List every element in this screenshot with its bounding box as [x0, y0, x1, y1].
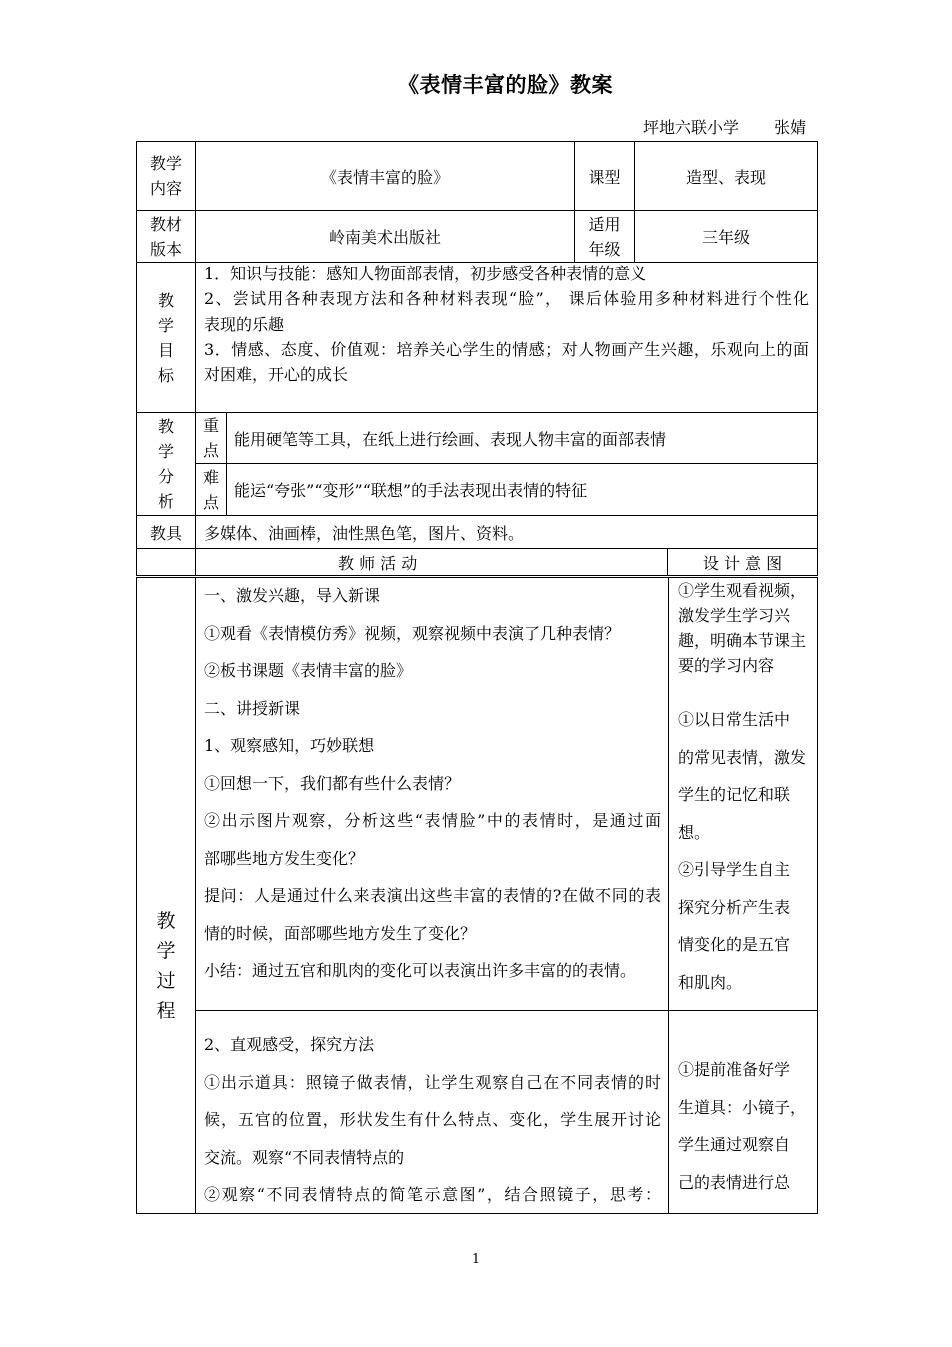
- design-paragraph: [678, 1051, 809, 1201]
- teacher-line: 2、直观感受，探究方法: [204, 1035, 375, 1054]
- teacher-activity-header-cell: [195, 548, 668, 576]
- design-paragraph: [678, 701, 809, 1001]
- content-value-cell: [195, 141, 575, 211]
- design-line: 的常见表情，激发: [678, 747, 807, 767]
- teacher-line: 提问：人是通过什么来表演出这些丰富的表情的?在做不同的表: [204, 886, 661, 905]
- goal-line: 3．情感、态度、价值观：培养关心学生的情感；对人物画产生兴趣，乐观向上的面: [204, 339, 809, 359]
- teacher-line: ①观看《表情模仿秀》视频，观察视频中表演了几种表情？: [204, 623, 621, 643]
- difficulty-value-cell: [226, 463, 818, 516]
- difficulty-label-cell: [195, 463, 227, 516]
- edition-value: 岭南美术出版社: [328, 228, 441, 247]
- edition-value-cell: [195, 210, 575, 263]
- teacher-activity-cell: [195, 1010, 669, 1214]
- analysis-label-cell: [136, 412, 196, 516]
- key-point-value: 能用硬笔等工具，在纸上进行绘画、表现人物丰富的面部表情: [234, 429, 667, 449]
- content-value: 《表情丰富的脸》: [320, 167, 449, 187]
- teacher-line: ①回想一下，我们都有些什么表情？: [204, 773, 461, 793]
- design-line: 探究分析产生表: [678, 897, 791, 917]
- goals-label-cell: [136, 262, 196, 413]
- process-header-blank-cell: [136, 548, 196, 576]
- content-label: 教学内容: [149, 154, 182, 198]
- design-line: 学生的记忆和联: [678, 785, 791, 804]
- type-value: 造型、表现: [685, 167, 766, 187]
- design-intent-header: 设 计 意 图: [702, 553, 783, 573]
- process-label: 教学过程: [156, 910, 176, 1022]
- teacher-line: ①出示道具：照镜子做表情，让学生观察自己在不同表情的时: [204, 1072, 661, 1092]
- teacher-activity-header: 教 师 活 动: [338, 553, 418, 573]
- grade-value-cell: [634, 210, 818, 263]
- teacher-line: ②出示图片观察，分析这些“表情脸”中的表情时，是通过面: [204, 811, 661, 830]
- design-intent-cell: [668, 1010, 818, 1214]
- teacher-line: 小结：通过五官和肌肉的变化可以表演出许多丰富的的表情。: [204, 961, 637, 980]
- grade-label: 适用年级: [588, 214, 621, 259]
- goal-line: 2、尝试用各种表现方法和各种材料表现“脸”， 课后体验用多种材料进行个性化: [204, 289, 809, 309]
- design-line: ①提前准备好学: [678, 1060, 791, 1079]
- edition-label-cell: [136, 210, 196, 263]
- teacher-line: 交流。观察“不同表情特点的: [204, 1147, 405, 1167]
- difficulty-label: 难点: [202, 467, 219, 512]
- teacher-line: ②板书课题《表情丰富的脸》: [204, 661, 413, 680]
- design-line: 情变化的是五官: [678, 935, 791, 954]
- design-paragraph: [678, 578, 809, 678]
- goals-label: 教学目标: [157, 290, 174, 385]
- goal-line: 1．知识与技能：感知人物面部表情，初步感受各种表情的意义: [204, 264, 647, 283]
- teacher-line: 候，五官的位置，形状发生有什么特点、变化，学生展开讨论: [204, 1110, 661, 1129]
- design-intent-cell: [668, 577, 818, 1011]
- analysis-label: 教学分析: [157, 417, 174, 511]
- teacher-line: 1、观察感知，巧妙联想: [204, 736, 375, 755]
- tools-label-cell: [136, 515, 196, 549]
- difficulty-value: 能运“夸张”“变形”“联想”的手法表现出表情的特征: [234, 481, 588, 500]
- tools-value: 多媒体、油画棒，油性黑色笔，图片、资料。: [204, 523, 525, 543]
- design-line: 激发学生学习兴: [678, 606, 791, 625]
- key-point-value-cell: [226, 412, 818, 464]
- type-label-cell: [574, 141, 635, 211]
- teacher-line: 二、讲授新课: [204, 698, 301, 718]
- design-line: 想。: [678, 822, 711, 842]
- page-number: 1: [471, 1252, 481, 1267]
- teacher-line: ②观察“不同表情特点的简笔示意图”，结合照镜子，思考：: [204, 1185, 661, 1204]
- design-line: ②引导学生自主: [678, 860, 791, 879]
- tools-value-cell: [195, 515, 818, 549]
- key-point-label-cell: [195, 412, 227, 464]
- type-label: 课型: [588, 167, 621, 187]
- goals-cell: [195, 262, 818, 413]
- key-point-label: 重点: [202, 416, 219, 460]
- design-line: ①学生观看视频，: [678, 581, 807, 600]
- design-line: 学生通过观察自: [678, 1135, 791, 1154]
- document-title: 《表情丰富的脸》教案: [398, 72, 613, 97]
- teacher-line: 情的时候，面部哪些地方发生了变化？: [204, 923, 477, 943]
- design-line: 和肌肉。: [678, 972, 743, 992]
- edition-label: 教材版本: [149, 214, 182, 259]
- design-intent-header-cell: [667, 548, 818, 576]
- design-line: 要的学习内容: [678, 656, 775, 675]
- teacher-activity-cell: [195, 577, 669, 1011]
- teacher-line: 一、激发兴趣，导入新课: [204, 586, 381, 605]
- design-line: 生道具：小镜子，: [678, 1097, 807, 1117]
- goal-line: 对困难，开心的成长: [204, 365, 349, 385]
- goal-line: 表现的乐趣: [204, 314, 285, 334]
- teacher-line: 部哪些地方发生变化？: [204, 848, 365, 868]
- type-value-cell: [634, 141, 818, 211]
- tools-label: 教具: [149, 523, 182, 543]
- design-line: 己的表情进行总: [678, 1172, 791, 1192]
- grade-value: 三年级: [701, 228, 750, 247]
- design-line: ①以日常生活中: [678, 710, 791, 729]
- grade-label-cell: [574, 210, 635, 263]
- process-label-cell: [136, 577, 196, 1214]
- content-label-cell: [136, 141, 196, 211]
- author-line: 坪地六联小学 张婧: [643, 118, 807, 137]
- design-line: 趣，明确本节课主: [678, 631, 807, 650]
